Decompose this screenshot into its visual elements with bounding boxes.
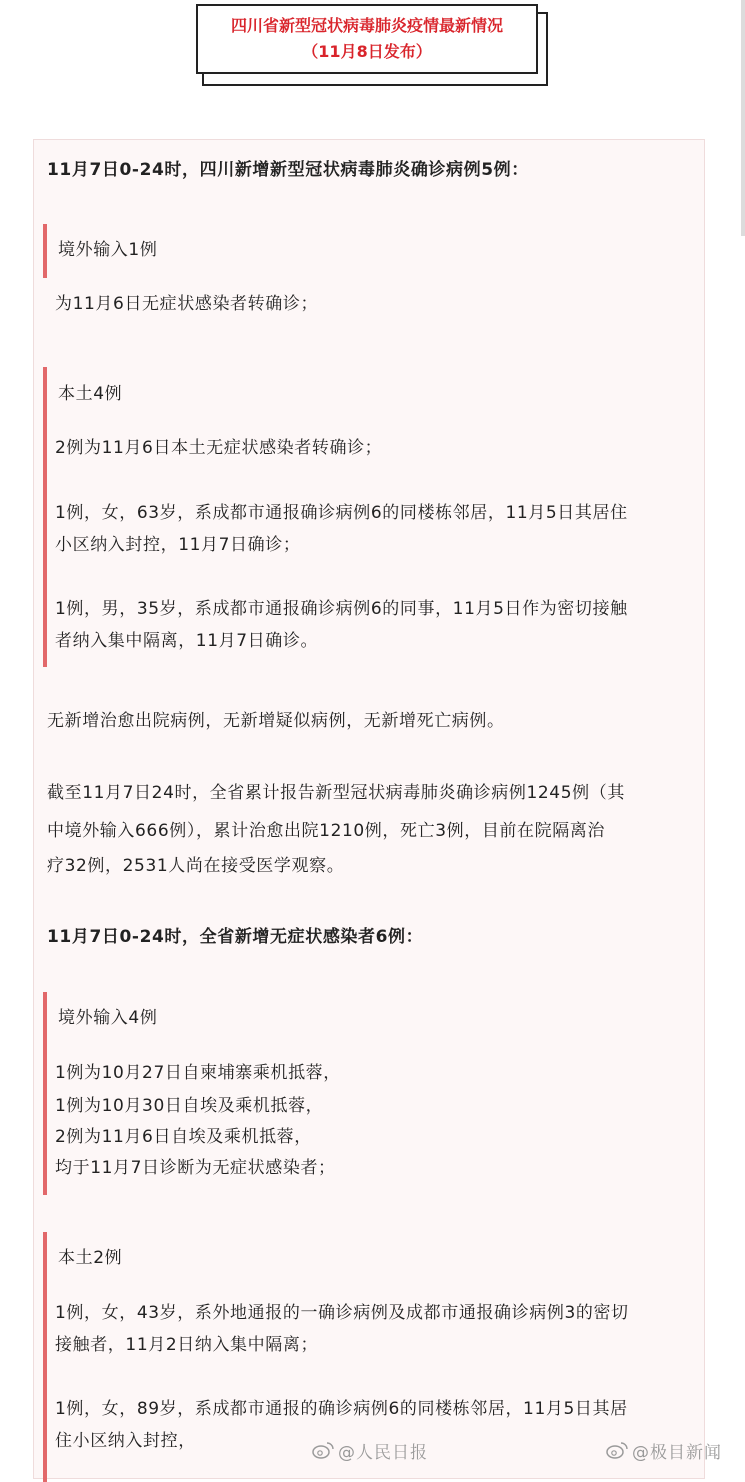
watermark-jimu (606, 1437, 722, 1463)
watermark-text: @人民日报 (338, 1442, 428, 1463)
imported-label: 境外输入4例 (58, 1008, 158, 1028)
cumulative-line: 中境外输入666例），累计治愈出院1210例，死亡3例，目前在院隔离治 (47, 821, 606, 841)
watermark-text: @极目新闻 (632, 1442, 722, 1463)
section2-heading: 11月7日0-24时，全省新增无症状感染者6例： (47, 927, 424, 947)
weibo-icon (606, 1441, 628, 1459)
cumulative-line: 疗32例，2531人尚在接受医学观察。 (47, 856, 345, 876)
watermark-renmin (312, 1437, 428, 1463)
imported-detail: 2例为11月6日自埃及乘机抵蓉， (55, 1127, 312, 1147)
edge-mark (741, 0, 745, 236)
accent-bar (43, 992, 47, 1195)
imported-label: 境外输入1例 (58, 240, 158, 260)
content-card (33, 139, 705, 1479)
local-case-line: 1例，女，63岁，系成都市通报确诊病例6的同楼栋邻居，11月5日其居住 (55, 503, 628, 523)
imported-detail: 1例为10月27日自柬埔寨乘机抵蓉， (55, 1063, 341, 1083)
cumulative-line: 截至11月7日24时，全省累计报告新型冠状病毒肺炎确诊病例1245例（其 (47, 783, 625, 803)
local-case-line: 1例，女，43岁，系外地通报的一确诊病例及成都市通报确诊病例3的密切 (55, 1303, 629, 1323)
no-new-cases: 无新增治愈出院病例，无新增疑似病例，无新增死亡病例。 (47, 711, 505, 731)
weibo-icon (312, 1441, 334, 1459)
imported-detail: 均于11月7日诊断为无症状感染者； (55, 1158, 336, 1178)
local-case-line: 住小区纳入封控， (55, 1431, 196, 1451)
local-label: 本土4例 (58, 384, 123, 404)
title-box (196, 4, 546, 84)
local-case-line: 1例，女，89岁，系成都市通报的确诊病例6的同楼栋邻居，11月5日其居 (55, 1399, 628, 1419)
local-case-line: 2例为11月6日本土无症状感染者转确诊； (55, 438, 383, 458)
publish-date: （11月8日发布） (302, 42, 432, 61)
imported-detail: 1例为10月30日自埃及乘机抵蓉， (55, 1096, 324, 1116)
title-inner (196, 4, 538, 74)
section1-heading: 11月7日0-24时，四川新增新型冠状病毒肺炎确诊病例5例： (47, 160, 529, 180)
local-label: 本土2例 (58, 1248, 123, 1268)
accent-bar (43, 367, 47, 667)
accent-bar (43, 1232, 47, 1482)
local-case-line: 1例，男，35岁，系成都市通报确诊病例6的同事，11月5日作为密切接触 (55, 599, 628, 619)
page-title: 四川省新型冠状病毒肺炎疫情最新情况 (230, 16, 503, 35)
local-case-line: 者纳入集中隔离，11月7日确诊。 (55, 631, 319, 651)
local-case-line: 接触者，11月2日纳入集中隔离； (55, 1335, 319, 1355)
imported-detail: 为11月6日无症状感染者转确诊； (55, 294, 319, 314)
accent-bar (43, 224, 47, 278)
local-case-line: 小区纳入封控，11月7日确诊； (55, 535, 301, 555)
